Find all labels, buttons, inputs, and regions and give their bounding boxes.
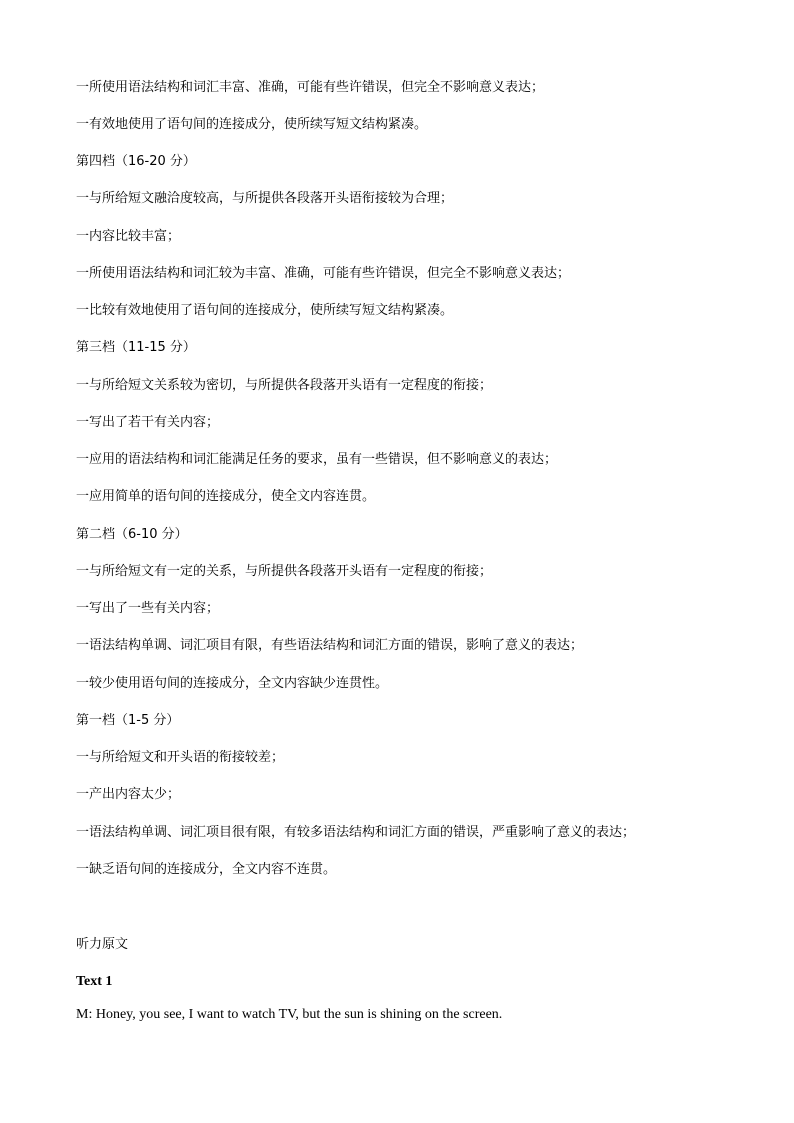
criteria-line: 一所使用语法结构和词汇较为丰富、准确，可能有些许错误，但完全不影响意义表达； — [76, 266, 571, 281]
criteria-line: 一缺乏语句间的连接成分，全文内容不连贯。 — [76, 862, 337, 877]
criteria-line: 一写出了一些有关内容； — [76, 601, 220, 616]
criteria-line: 一与所给短文关系较为密切，与所提供各段落开头语有一定程度的衔接； — [76, 378, 493, 393]
listening-section-title: 听力原文 — [76, 937, 129, 952]
criteria-line: 一有效地使用了语句间的连接成分，使所续写短文结构紧凑。 — [76, 117, 428, 132]
text-1-title: Text 1 — [76, 974, 113, 989]
criteria-line: 一与所给短文有一定的关系，与所提供各段落开头语有一定程度的衔接； — [76, 564, 493, 579]
criteria-line: 一产出内容太少； — [76, 787, 181, 802]
dialogue-line: M: Honey, you see, I want to watch TV, but the sun is shining on the screen. — [76, 1007, 503, 1022]
criteria-line: 一语法结构单调、词汇项目很有限，有较多语法结构和词汇方面的错误，严重影响了意义的表达； — [76, 825, 636, 840]
criteria-line: 一较少使用语句间的连接成分，全文内容缺少连贯性。 — [76, 676, 389, 691]
grade-heading-4: 第四档（16-20 分） — [76, 154, 196, 169]
criteria-line: 一内容比较丰富； — [76, 229, 181, 244]
criteria-line: 一应用的语法结构和词汇能满足任务的要求，虽有一些错误，但不影响意义的表达； — [76, 452, 558, 467]
criteria-line: 一写出了若干有关内容； — [76, 415, 220, 430]
criteria-line: 一与所给短文融洽度较高，与所提供各段落开头语衔接较为合理； — [76, 191, 454, 206]
grade-heading-1: 第一档（1-5 分） — [76, 713, 180, 728]
criteria-line: 一比较有效地使用了语句间的连接成分，使所续写短文结构紧凑。 — [76, 303, 454, 318]
criteria-line: 一应用简单的语句间的连接成分，使全文内容连贯。 — [76, 489, 376, 504]
criteria-line: 一与所给短文和开头语的衔接较差； — [76, 750, 285, 765]
criteria-line: 一语法结构单调、词汇项目有限，有些语法结构和词汇方面的错误，影响了意义的表达； — [76, 638, 584, 653]
criteria-line: 一所使用语法结构和词汇丰富、准确，可能有些许错误，但完全不影响意义表达； — [76, 80, 545, 95]
grade-heading-3: 第三档（11-15 分） — [76, 340, 196, 355]
grade-heading-2: 第二档（6-10 分） — [76, 527, 188, 542]
